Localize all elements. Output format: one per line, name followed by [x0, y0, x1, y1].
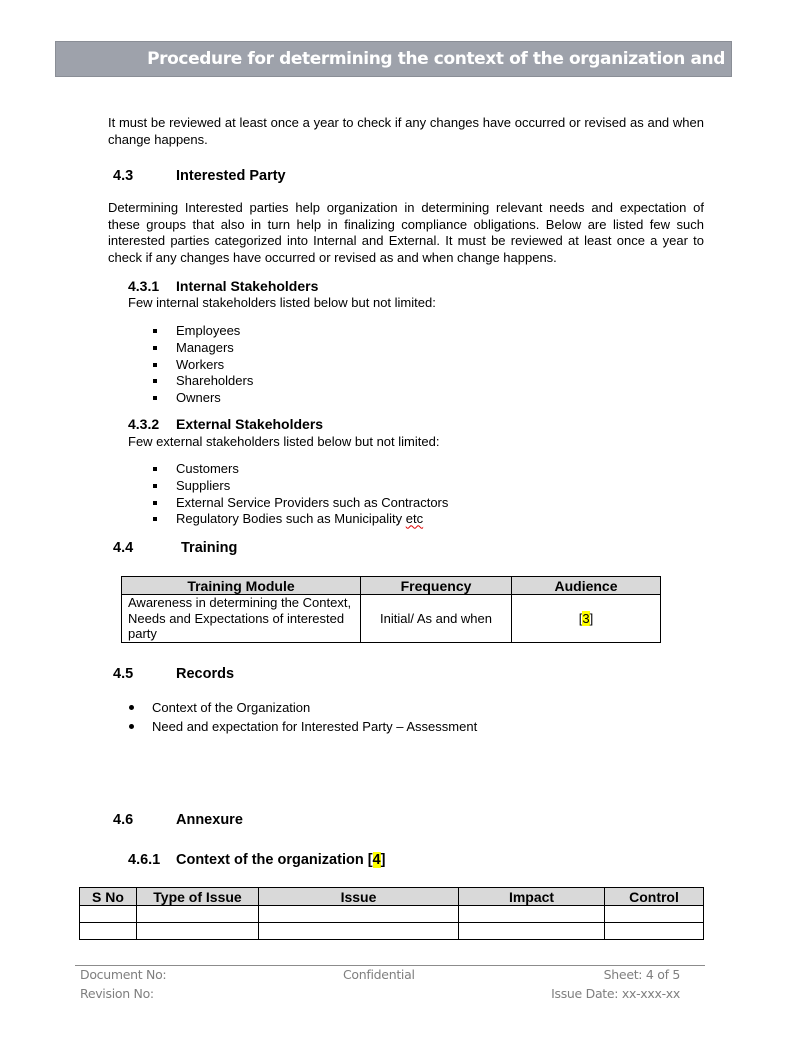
table-header-row [80, 888, 704, 906]
list-item: Managers [150, 340, 253, 357]
audience-cell [512, 595, 661, 643]
column-header: Control [605, 888, 704, 906]
table-cell [80, 923, 137, 940]
table-row [80, 906, 704, 923]
list-item: External Service Providers such as Contractors [150, 495, 448, 512]
table-row [122, 595, 661, 643]
table-cell [259, 906, 459, 923]
column-header: Frequency [361, 577, 512, 595]
internal-stakeholders-list [150, 323, 253, 407]
list-item: Suppliers [150, 478, 448, 495]
column-header: S No [80, 888, 137, 906]
table-cell [459, 906, 605, 923]
section-4-6-heading [113, 812, 243, 828]
table-cell [137, 906, 259, 923]
list-item: Employees [150, 323, 253, 340]
section-4-3-1-heading [128, 278, 318, 294]
section-4-3-body: Determining Interested parties help organization in determining relevant needs and expectation of these groups that also in turn help in finalizing compliance obligations. Below are listed few such interested parties categorized into Internal and External. It must be reviewed at least once a year to check if any changes have occurred or revised as and when change happens. [108, 200, 704, 266]
list-item: Shareholders [150, 373, 253, 390]
section-number: 4.6 [113, 812, 134, 828]
column-header: Impact [459, 888, 605, 906]
table-cell [137, 923, 259, 940]
table-cell [459, 923, 605, 940]
reference-number: 4 [372, 852, 381, 868]
table-header-row [122, 577, 661, 595]
internal-stakeholders-intro: Few internal stakeholders listed below but not limited: [128, 295, 436, 310]
table-cell [259, 923, 459, 940]
context-issues-table [79, 887, 704, 940]
section-4-3-heading [113, 168, 286, 184]
section-title: Interested Party [176, 168, 286, 184]
document-title-bar [55, 41, 732, 103]
column-header: Issue [259, 888, 459, 906]
column-header: Type of Issue [137, 888, 259, 906]
bracket: ] [380, 852, 386, 868]
section-title: Internal Stakeholders [176, 278, 319, 294]
bracket: [ [578, 610, 583, 626]
bracket: ] [589, 610, 594, 626]
intro-paragraph: It must be reviewed at least once a year to check if any changes have occurred or revised as and when change happens. [108, 115, 704, 147]
external-stakeholders-intro: Few external stakeholders listed below but not limited: [128, 434, 440, 449]
section-number: 4.5 [113, 666, 134, 682]
column-header: Training Module [122, 577, 361, 595]
section-title: External Stakeholders [176, 416, 324, 432]
footer-confidential: Confidential [343, 967, 415, 982]
list-item: Context of the Organization [126, 698, 477, 717]
table-cell [80, 906, 137, 923]
section-4-3-2-heading [128, 416, 323, 432]
list-item: Owners [150, 390, 253, 407]
footer-divider [75, 965, 705, 966]
section-title: Annexure [176, 812, 243, 828]
spellcheck-flagged-word: etc [405, 511, 424, 527]
footer-issue-date: Issue Date: xx-xxx-xx [551, 986, 680, 1001]
section-number: 4.3.2 [128, 416, 160, 432]
section-number: 4.3 [113, 168, 134, 184]
external-stakeholders-list [150, 461, 448, 528]
training-table [121, 576, 661, 643]
list-item: Workers [150, 357, 253, 374]
table-cell [605, 906, 704, 923]
reference-number: 3 [582, 610, 590, 626]
list-item [150, 511, 448, 528]
list-item: Need and expectation for Interested Party – Assessment [126, 717, 477, 736]
frequency-cell: Initial/ As and when [361, 595, 512, 643]
column-header: Audience [512, 577, 661, 595]
records-list [126, 698, 477, 736]
section-title: Training [181, 540, 238, 556]
table-cell [605, 923, 704, 940]
section-title: Records [176, 666, 235, 682]
section-4-5-heading [113, 666, 234, 682]
table-row [80, 923, 704, 940]
section-title: Context of the organization [ [176, 852, 373, 868]
list-item: Customers [150, 461, 448, 478]
section-4-6-1-heading [128, 852, 385, 868]
document-title: Procedure for determining the context of the organization and interested parties [147, 49, 725, 103]
list-item-text: Regulatory Bodies such as Municipality [176, 511, 406, 527]
section-number: 4.3.1 [128, 278, 160, 294]
footer-revision-no: Revision No: [80, 986, 154, 1001]
section-number: 4.6.1 [128, 852, 161, 868]
section-number: 4.4 [113, 540, 134, 556]
training-module-cell: Awareness in determining the Context, Needs and Expectations of interested party [122, 595, 361, 643]
section-4-4-heading [113, 540, 237, 556]
footer-sheet: Sheet: 4 of 5 [603, 967, 680, 982]
footer-document-no: Document No: [80, 967, 167, 982]
